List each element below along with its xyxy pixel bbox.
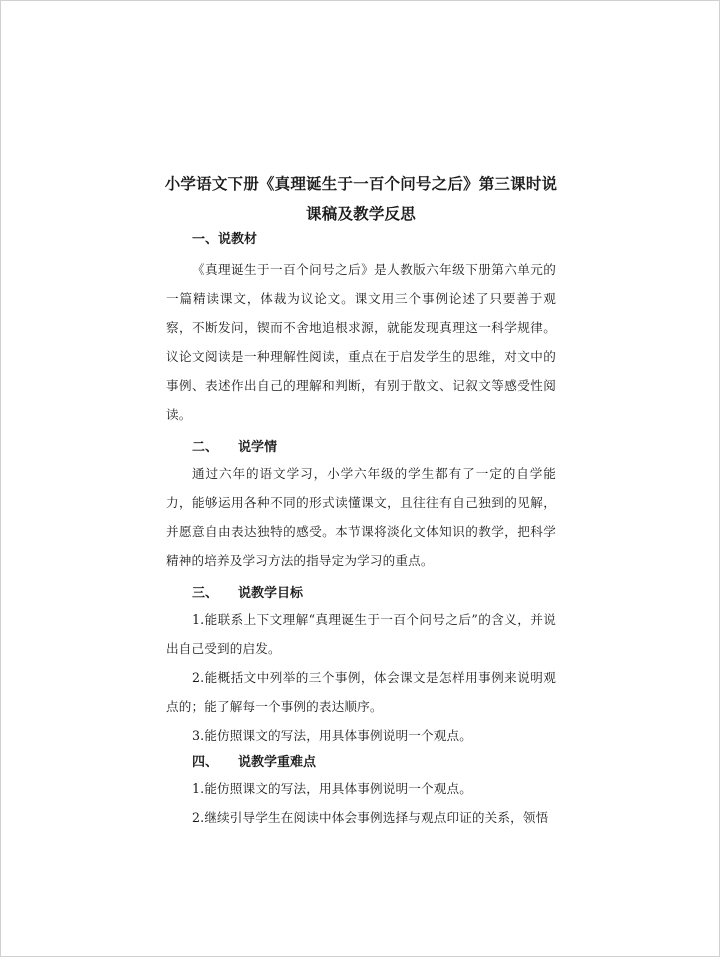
document-title (162, 169, 560, 229)
document-content (166, 169, 556, 832)
section-heading-4 (166, 754, 556, 772)
paragraph: 3.能仿照课文的写法，用具体事例说明一个观点。 (192, 728, 472, 743)
section-heading-text: 说学情 (238, 440, 278, 455)
section-heading-text: 说教材 (218, 232, 258, 247)
section-number: 二、 (192, 440, 219, 455)
paragraph: 1.能仿照课文的写法，用具体事例说明一个观点。 (192, 781, 472, 796)
title-line-2: 课稿及教学反思 (306, 204, 416, 223)
section-heading-3 (166, 585, 556, 603)
section-heading-1 (166, 231, 556, 249)
section-number: 四、 (192, 755, 219, 770)
section-number: 一、 (192, 232, 219, 247)
paragraph: 《真理诞生于一百个问号之后》是人教版六年级下册第六单元的一篇精读课文，体裁为议论文。课文用三个事例论述了只要善于观察，不断发问，锲而不舍地追根求源，就能发现真理这一科学规律。议论文阅读是一种理解性阅读，重点在于启发学生的思维，对文中的事例、表述作出自己的理解和判断，有别于散文、记叙文等感受性阅读。 (166, 262, 556, 422)
paragraph: 1.能联系上下文理解“真理诞生于一百个问号之后”的含义，并说出自己受到的启发。 (166, 612, 556, 656)
paragraph: 通过六年的语文学习，小学六年级的学生都有了一定的自学能力，能够运用各种不同的形式读懂课文，且往往有自己独到的见解，并愿意自由表达独特的感受。本节课将淡化文体知识的教学，把科学精神的培养及学习方法的指导定为学习的重点。 (166, 466, 556, 568)
section-heading-text: 说教学重难点 (238, 755, 317, 770)
paragraph: 2.继续引导学生在阅读中体会事例选择与观点印证的关系，领悟 (192, 810, 549, 825)
title-line-1: 小学语文下册《真理诞生于一百个问号之后》第三课时说 (164, 174, 558, 193)
section-heading-2 (166, 439, 556, 457)
paragraph: 2.能概括文中列举的三个事例，体会课文是怎样用事例来说明观点的；能了解每一个事例的表达顺序。 (166, 670, 556, 714)
section-number: 三、 (192, 586, 219, 601)
section-heading-text: 说教学目标 (238, 586, 304, 601)
